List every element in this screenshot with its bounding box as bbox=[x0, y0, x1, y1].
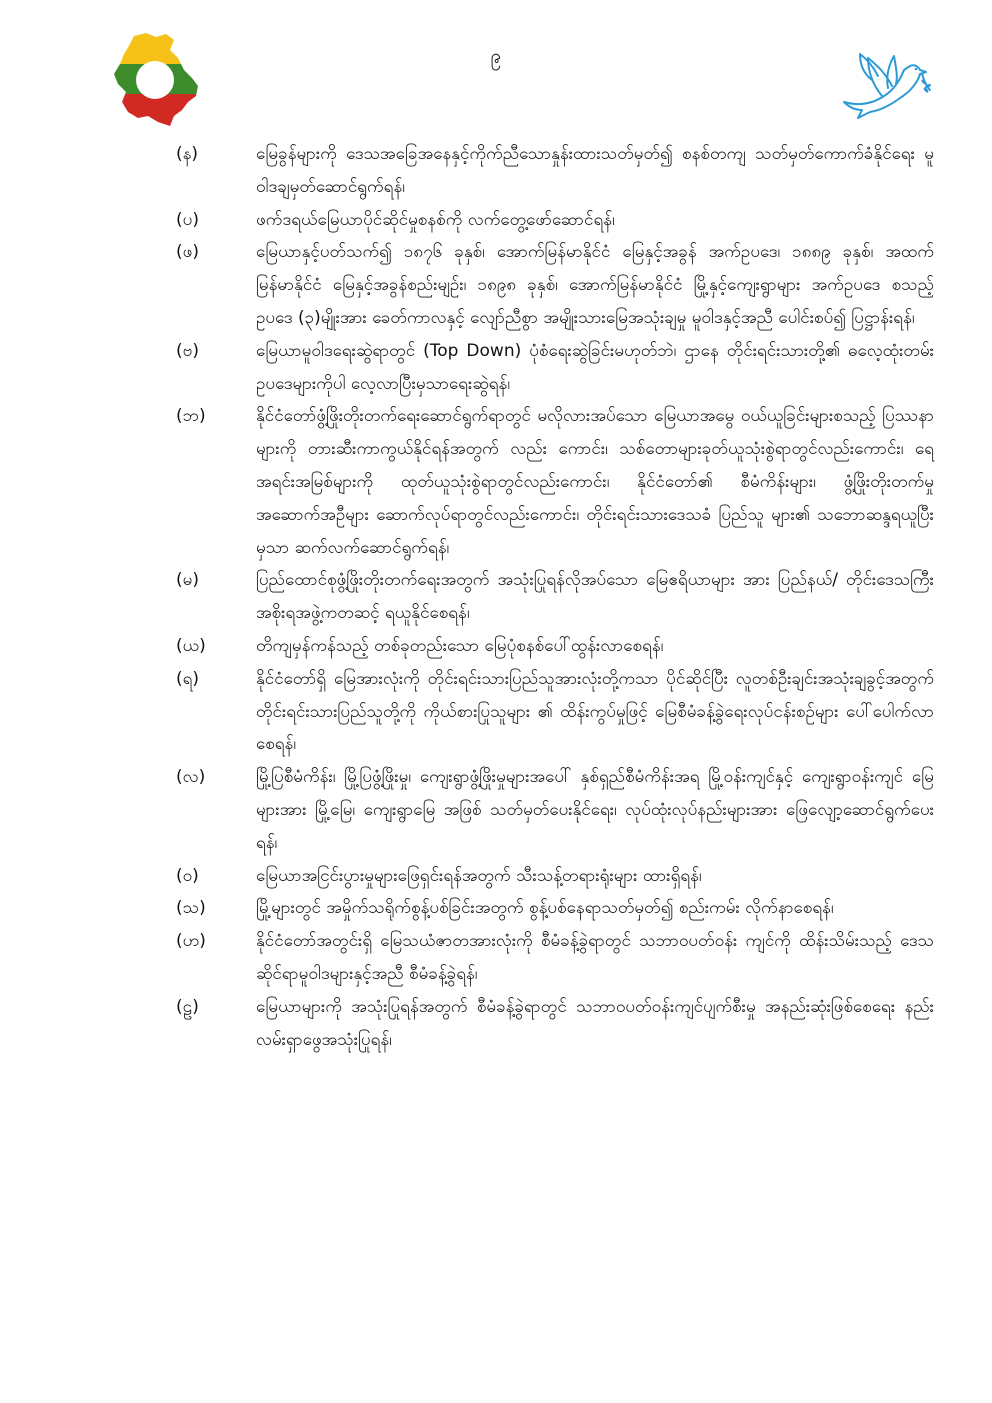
clause-marker: (န) bbox=[176, 144, 199, 164]
peace-dove-icon bbox=[838, 40, 932, 124]
clause-marker: (ဘ) bbox=[176, 406, 206, 427]
clause-item bbox=[176, 564, 934, 630]
clause-item bbox=[176, 892, 934, 925]
clause-text: မြို့များတွင် အမှိုက်သရိုက်စွန့်ပစ်ခြင်းအတွက် စွန့်ပစ်နေရာသတ်မှတ်၍ စည်းကမ်း လိုက်နာစေရန်၊ bbox=[256, 898, 834, 919]
clause-text: နိုင်ငံတော်အတွင်းရှိ မြေသယံဇာတအားလုံးကို စီမံခန့်ခွဲရာတွင် သဘာဝပတ်ဝန်း ကျင်ကို ထိန်းသိမ်းသည့် ဒေသဆိုင်ရာမူဝါဒများနှင့်အညီ စီမံခန့်ခွဲရန်၊ bbox=[256, 931, 934, 984]
clause-item bbox=[176, 335, 934, 401]
clause-text: မြို့ပြစီမံကိန်း၊ မြို့ပြဖွံ့ဖြိုးမှု၊ ကျေးရွာဖွံ့ဖြိုးမှုများအပေါ် နှစ်ရှည်စီမံကိန်းအရ မြို့ဝန်းကျင်နှင့် ကျေးရွာဝန်းကျင် မြေများအား မြို့မြေ၊ ကျေးရွာမြေ အဖြစ် သတ်မှတ်ပေးနိုင်ရေး၊ လုပ်ထုံးလုပ်နည်းများအား ဖြေလျော့ဆောင်ရွက်ပေးရန်၊ bbox=[256, 767, 934, 853]
clause-item bbox=[176, 663, 934, 761]
clause-marker: (ရ) bbox=[176, 668, 200, 689]
page-number: ၉ bbox=[490, 45, 502, 67]
clause-item bbox=[176, 138, 934, 204]
clause-marker: (ယ) bbox=[176, 635, 206, 656]
clause-item bbox=[176, 204, 934, 237]
clause-marker: (ဝ) bbox=[176, 865, 199, 886]
clause-text: နိုင်ငံတော်ဖွံ့ဖြိုးတိုးတက်ရေးဆောင်ရွက်ရာတွင် မလိုလားအပ်သော မြေယာအမွေ ဝယ်ယူခြင်းများစသည့် ပြဿနာများကို တားဆီးကာကွယ်နိုင်ရန်အတွက် လည်း ကောင်း၊ သစ်တောများခုတ်ယူသုံးစွဲရာတွင်လည်းကောင်း၊ ရေအရင်းအမြစ်များကို ထုတ်ယူသုံးစွဲရာတွင်လည်းကောင်း၊ နိုင်ငံတော်၏ စီမံကိန်းများ၊ ဖွံ့ဖြိုးတိုးတက်မှု အဆောက်အဦများ ဆောက်လုပ်ရာတွင်လည်းကောင်း၊ တိုင်းရင်းသားဒေသခံ ပြည်သူ များ၏ သဘောဆန္ဒရယူပြီးမှသာ ဆက်လက်ဆောင်ရွက်ရန်၊ bbox=[256, 406, 934, 558]
clause-text: မြေခွန်များကို ဒေသအခြေအနေနှင့်ကိုက်ညီသောနှုန်းထားသတ်မှတ်၍ စနစ်တကျ သတ်မှတ်ကောက်ခံနိုင်ရေး မူဝါဒချမှတ်ဆောင်ရွက်ရန်၊ bbox=[256, 144, 934, 197]
clause-marker: (လ) bbox=[176, 767, 206, 788]
clause-item bbox=[176, 761, 934, 859]
clause-marker: (ပ) bbox=[176, 209, 199, 230]
clause-item bbox=[176, 991, 934, 1057]
clause-text: မြေယာအငြင်းပွားမှုများဖြေရှင်းရန်အတွက် သီးသန့်တရားရုံးများ ထားရှိရန်၊ bbox=[256, 865, 702, 886]
clause-list bbox=[176, 138, 934, 1056]
clause-marker: (ဟ) bbox=[176, 931, 206, 952]
clause-item bbox=[176, 860, 934, 893]
clause-item bbox=[176, 400, 934, 564]
clause-text: မြေယာများကို အသုံးပြုရန်အတွက် စီမံခန့်ခွဲရာတွင် သဘာဝပတ်ဝန်းကျင်ပျက်စီးမှု အနည်းဆုံးဖြစ်စေရေး နည်းလမ်းရှာဖွေအသုံးပြုရန်၊ bbox=[256, 996, 934, 1050]
clause-text: တိကျမှန်ကန်သည့် တစ်ခုတည်းသော မြေပုံစနစ်ပေါ်ထွန်းလာစေရန်၊ bbox=[256, 635, 664, 656]
clause-marker: (သ) bbox=[176, 898, 206, 919]
clause-text: နိုင်ငံတော်ရှိ မြေအားလုံးကို တိုင်းရင်းသားပြည်သူအားလုံးတို့ကသာ ပိုင်ဆိုင်ပြီး လူတစ်ဦးချင်းအသုံးချခွင့်အတွက် တိုင်းရင်းသားပြည်သူတို့ကို ကိုယ်စားပြုသူများ ၏ ထိန်းကွပ်မှုဖြင့် မြေစီမံခန့်ခွဲရေးလုပ်ငန်းစဉ်များ ပေါ်ပေါက်လာစေရန်၊ bbox=[256, 668, 934, 755]
clause-marker: (မ) bbox=[176, 570, 199, 591]
clause-marker: (ဖ) bbox=[176, 242, 199, 263]
clause-text: မြေယာမူဝါဒရေးဆွဲရာတွင် (Top Down) ပုံစံရေးဆွဲခြင်းမဟုတ်ဘဲ၊ ဌာနေ တိုင်းရင်းသားတို့၏ ဓလေ့ထုံးတမ်း ဥပဒေများကိုပါ လေ့လာပြီးမှသာရေးဆွဲရန်၊ bbox=[256, 340, 934, 394]
clause-marker: (ဠ) bbox=[176, 996, 199, 1017]
clause-text: ပြည်ထောင်စုဖွံ့ဖြိုးတိုးတက်ရေးအတွက် အသုံးပြုရန်လိုအပ်သော မြေဧရိယာများ အား ပြည်နယ်/ တိုင်းဒေသကြီးအစိုးရအဖွဲ့ကတဆင့် ရယူနိုင်စေရန်၊ bbox=[256, 570, 934, 624]
clause-marker: (ဗ) bbox=[176, 340, 199, 361]
clause-item bbox=[176, 630, 934, 663]
clause-item bbox=[176, 925, 934, 991]
clause-text: မြေယာနှင့်ပတ်သက်၍ ၁၈၇၆ ခုနှစ်၊ အောက်မြန်မာနိုင်ငံ မြေနှင့်အခွန် အက်ဥပဒေ၊ ၁၈၈၉ ခုနှစ်၊ အထက်မြန်မာနိုင်ငံ မြေနှင့်အခွန်စည်းမျဉ်း၊ ၁၈၉၈ ခုနှစ်၊ အောက်မြန်မာနိုင်ငံ မြို့နှင့်ကျေးရွာများ အက်ဥပဒေ စသည့် ဥပဒေ (၃)မျိုးအား ခေတ်ကာလနှင့် လျော်ညီစွာ အမျိုးသားမြေအသုံးချမှု မူဝါဒနှင့်အညီ ပေါင်းစပ်၍ ပြဋ္ဌာန်းရန်၊ bbox=[256, 242, 934, 328]
clause-item bbox=[176, 236, 934, 334]
clause-text: ဖက်ဒရယ်မြေယာပိုင်ဆိုင်မှုစနစ်ကို လက်တွေ့ဖော်ဆောင်ရန်၊ bbox=[256, 209, 615, 230]
